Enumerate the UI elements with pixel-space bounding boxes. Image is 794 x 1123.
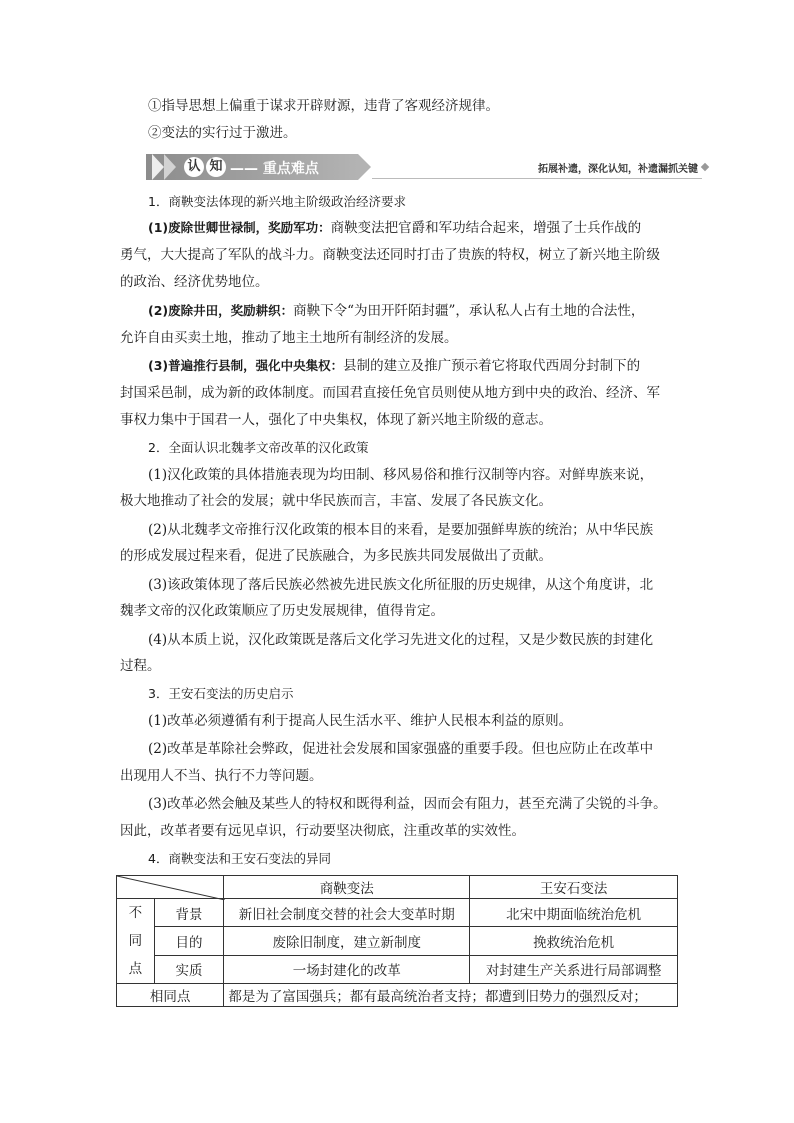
section-2-item-1-line-1: (1)汉化政策的具体措施表现为均田制、移风易俗和推行汉制等内容。对鲜卑族来说， [148,467,654,483]
section-1-item-3-line-2: 封国采邑制，成为新的政体制度。而国君直接任免官员则使从地方到中央的政治、经济、军 [120,385,660,401]
comparison-table [116,875,678,1007]
banner-char-2: 知 [206,157,226,177]
section-2-item-3-line-2: 魏孝文帝的汉化政策顺应了历史发展规律，值得肯定。 [120,603,444,619]
banner-char-1: 认 [184,157,204,177]
banner-rule [372,178,702,179]
table-corner-cell [117,876,224,899]
table-row [117,899,678,927]
intro-point-2: ②变法的实行过于激进。 [148,125,297,141]
section-1-item-1-line-1: (1)废除世卿世禄制，奖励军功：商鞅变法把官爵和军功结合起来，增强了士兵作战的 [148,220,642,236]
section-1-item-2-lead: (2)废除井田，奖励耕织： [148,303,294,318]
banner-title: —— 重点难点 [230,161,319,177]
section-2-item-2-line-2: 的形成发展过程来看，促进了民族融合，为多民族共同发展做出了贡献。 [120,548,552,564]
banner-tag [146,154,358,180]
section-1-item-3-line-1: (3)普遍推行县制，强化中央集权：县制的建立及推广预示着它将取代西周分封制下的 [148,358,641,374]
chevron-icon [164,154,176,180]
row-aspect: 目的 [154,927,224,955]
row-cell-a: 废除旧制度，建立新制度 [224,927,470,955]
section-1-heading: 1．商鞅变法体现的新兴地主阶级政治经济要求 [148,194,406,209]
row-cell-b: 北宋中期面临统治危机 [470,899,678,927]
table-row [117,955,678,983]
diff-label: 不 同 点 [117,899,155,984]
section-2-item-4-line-1: (4)从本质上说，汉化政策既是落后文化学习先进文化的过程，又是少数民族的封建化 [148,632,654,648]
same-text: 都是为了富国强兵；都有最高统治者支持；都遭到旧势力的强烈反对； [224,984,678,1007]
col-header-wanganshi: 王安石变法 [470,876,678,899]
section-2-heading: 2．全面认识北魏孝文帝改革的汉化政策 [148,440,369,455]
table-row-same [117,984,678,1007]
same-label: 相同点 [117,984,224,1007]
intro-point-1: ①指导思想上偏重于谋求开辟财源，违背了客观经济规律。 [148,98,499,114]
section-2-item-2-line-1: (2)从北魏孝文帝推行汉化政策的根本目的来看，是要加强鲜卑族的统治；从中华民族 [148,522,654,538]
section-1-item-1-line-3: 的政治、经济优势地位。 [120,274,269,290]
row-cell-b: 对封建生产关系进行局部调整 [470,955,678,983]
section-2-item-1-line-2: 极大地推动了社会的发展；就中华民族而言，丰富、发展了各民族文化。 [120,493,552,509]
section-1-item-2-line-1: (2)废除井田，奖励耕织：商鞅下令“为田开阡陌封疆”，承认私人占有土地的合法性， [148,303,645,319]
col-header-shangyang: 商鞅变法 [224,876,470,899]
section-1-item-1-line-2: 勇气，大大提高了军队的战斗力。商鞅变法还同时打击了贵族的特权，树立了新兴地主阶级 [120,247,660,263]
section-4-heading: 4．商鞅变法和王安石变法的异同 [148,851,331,866]
section-banner [146,154,708,180]
table-header-row [117,876,678,899]
section-3-item-1-line-1: (1)改革必须遵循有利于提高人民生活水平、维护人民根本利益的原则。 [148,713,573,729]
row-cell-b: 挽救统治危机 [470,927,678,955]
row-aspect: 实质 [154,955,224,983]
section-1-item-2-line-2: 允许自由买卖土地，推动了地主土地所有制经济的发展。 [120,330,458,346]
row-cell-a: 一场封建化的改革 [224,955,470,983]
section-3-heading: 3．王安石变法的历史启示 [148,686,294,701]
diagonal-line [117,876,225,900]
diamond-icon [701,163,709,171]
section-1-item-3-line-3: 事权力集中于国君一人，强化了中央集权，体现了新兴地主阶级的意志。 [120,412,552,428]
row-cell-a: 新旧社会制度交替的社会大变革时期 [224,899,470,927]
section-2-item-3-line-1: (3)该政策体现了落后民族必然被先进民族文化所征服的历史规律，从这个角度讲，北 [148,577,654,593]
banner-subtitle: 拓展补遗，深化认知，补遗漏抓关键 [538,164,698,175]
table-row [117,927,678,955]
section-1-item-3-lead: (3)普遍推行县制，强化中央集权： [148,358,344,373]
section-3-item-3-line-1: (3)改革必然会触及某些人的特权和既得利益，因而会有阻力，甚至充满了尖锐的斗争。 [148,796,667,812]
section-3-item-2-line-1: (2)改革是革除社会弊政，促进社会发展和国家强盛的重要手段。但也应防止在改革中 [148,741,654,757]
section-2-item-4-line-2: 过程。 [120,658,161,674]
section-1-item-1-lead: (1)废除世卿世禄制，奖励军功： [148,220,331,235]
section-3-item-3-line-2: 因此，改革者要有远见卓识，行动要坚决彻底，注重改革的实效性。 [120,823,525,839]
chevron-icon [152,154,164,180]
section-3-item-2-line-2: 出现用人不当、执行不力等问题。 [120,768,323,784]
row-aspect: 背景 [154,899,224,927]
